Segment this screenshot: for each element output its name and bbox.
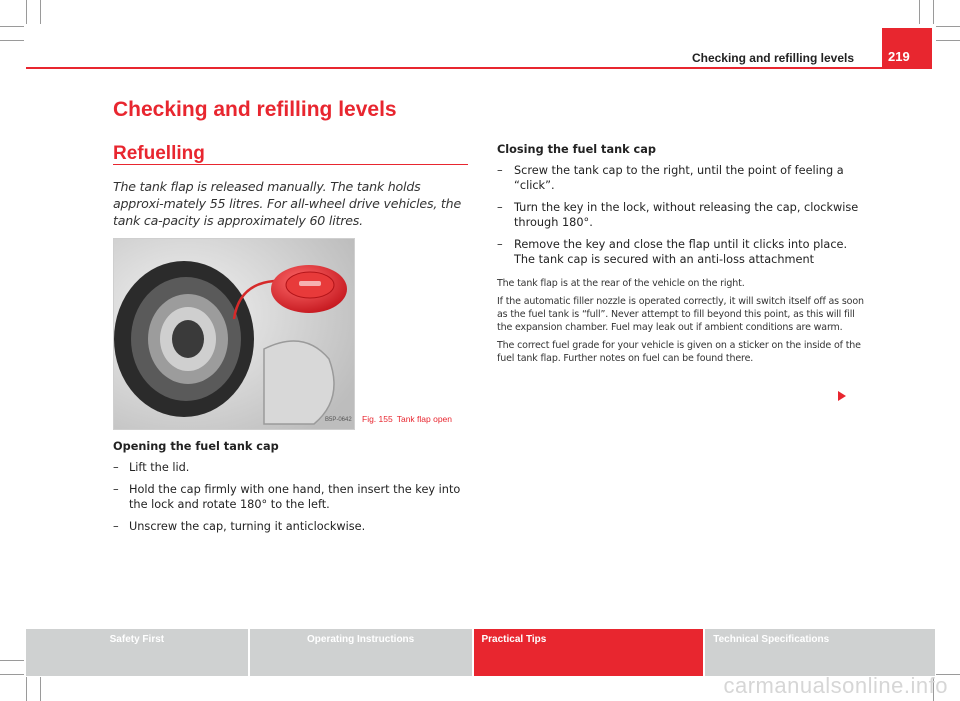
note-paragraph: The correct fuel grade for your vehicle is given on a sticker on the inside of the fuel tank flap. Further notes on fuel can be found there.: [497, 340, 861, 364]
figure-caption-text: Tank flap open: [396, 414, 453, 424]
tab-practical-tips[interactable]: Practical Tips: [474, 629, 704, 676]
list-item: – Remove the key and close the flap until it clicks into place. The tank cap is secured with an anti-loss attachment: [497, 238, 848, 266]
figure-caption: [362, 414, 452, 424]
closing-title: Closing the fuel tank cap: [497, 143, 656, 156]
figure-number: Fig. 155: [362, 414, 393, 424]
page-number: 219: [882, 28, 932, 68]
figure-tank-flap: [113, 238, 355, 430]
note-paragraph: The tank flap is at the rear of the vehicle on the right.: [497, 278, 745, 289]
tab-operating-instructions[interactable]: Operating Instructions: [250, 629, 472, 676]
crop-mark: [933, 0, 934, 24]
notes: [497, 277, 867, 365]
crop-mark: [936, 40, 960, 41]
crop-mark: [0, 660, 24, 661]
opening-instructions: [113, 440, 468, 534]
list-item: – Unscrew the cap, turning it anticlockwise.: [113, 520, 366, 533]
crop-mark: [0, 40, 24, 41]
opening-steps: [113, 460, 468, 534]
list-item: – Turn the key in the lock, without releasing the cap, clockwise through 180°.: [497, 201, 859, 229]
list-item: – Hold the cap firmly with one hand, then insert the key into the lock and rotate 180° to the left.: [113, 483, 461, 511]
chapter-title: Checking and refilling levels: [113, 98, 397, 121]
list-item: – Screw the tank cap to the right, until the point of feeling a “click”.: [497, 164, 844, 192]
crop-mark: [919, 0, 920, 24]
dash-bullet: –: [497, 201, 503, 214]
crop-mark: [936, 26, 960, 27]
crop-mark: [0, 26, 24, 27]
dash-bullet: –: [497, 238, 503, 251]
tab-technical-specifications[interactable]: Technical Specifications: [705, 629, 935, 676]
dash-bullet: –: [113, 520, 119, 533]
tank-flap-illustration: [114, 239, 354, 429]
closing-steps: [497, 163, 867, 267]
dash-bullet: –: [113, 461, 119, 474]
closing-instructions: [497, 143, 867, 370]
crop-mark: [40, 677, 41, 701]
list-item: – Lift the lid.: [113, 461, 190, 474]
dash-bullet: –: [113, 483, 119, 496]
section-rule: [113, 164, 468, 165]
crop-mark: [40, 0, 41, 24]
footer-tabs: [26, 629, 935, 676]
header-rule: [26, 67, 932, 69]
figure-code: B5P-0642: [325, 417, 352, 423]
intro-paragraph: The tank flap is released manually. The tank holds approxi-mately 55 litres. For all-wheel drive vehicles, the tank ca-pacity is approximately 60 litres.: [113, 179, 462, 228]
dash-bullet: –: [497, 164, 503, 177]
note-paragraph: If the automatic filler nozzle is operated correctly, it will switch itself off as soon as the fuel tank is “full”. Never attempt to fill beyond this point, as this will fill the expansion chamber. Fuel may leak out if ambient conditions are warm.: [497, 296, 864, 333]
crop-mark: [26, 677, 27, 701]
section-title: Refuelling: [113, 143, 205, 164]
crop-mark: [0, 674, 24, 675]
tab-safety-first[interactable]: Safety First: [26, 629, 248, 676]
crop-mark: [26, 0, 27, 24]
running-header: Checking and refilling levels: [691, 51, 854, 65]
triangle-right-icon: [838, 391, 846, 401]
opening-title: Opening the fuel tank cap: [113, 440, 279, 453]
watermark: carmanualsonline.info: [723, 673, 948, 698]
